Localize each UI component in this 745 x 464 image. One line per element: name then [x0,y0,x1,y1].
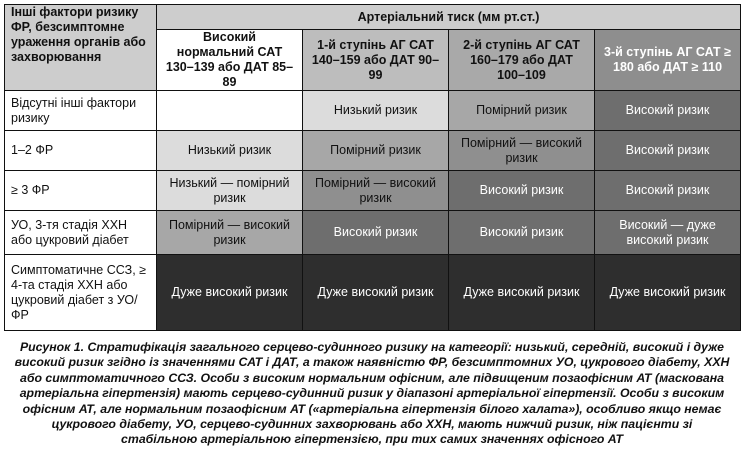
risk-cell: Помірний ризик [449,91,595,131]
bp-header: Артеріальний тиск (мм рт.ст.) [157,5,741,30]
risk-cell: Дуже високий ризик [449,255,595,331]
risk-cell: Високий ризик [595,171,741,211]
table-row [5,255,741,331]
col-header-grade-2: 2-й ступінь АГ САТ 160–179 або ДАТ 100–109 [449,30,595,91]
row-label: ≥ 3 ФР [5,171,157,211]
risk-cell: Високий — дуже високий ризик [595,211,741,255]
risk-cell: Високий ризик [595,131,741,171]
risk-cell: Помірний — високий ризик [157,211,303,255]
risk-cell: Низький ризик [157,131,303,171]
risk-cell: Помірний — високий ризик [449,131,595,171]
risk-cell: Помірний — високий ризик [303,171,449,211]
risk-cell: Низький ризик [303,91,449,131]
risk-cell: Дуже високий ризик [157,255,303,331]
col-header-high-normal: Високий нормальний САТ 130–139 або ДАТ 85–89 [157,30,303,91]
risk-cell: Низький — помірний ризик [157,171,303,211]
col-header-grade-1: 1-й ступінь АГ САТ 140–159 або ДАТ 90–99 [303,30,449,91]
risk-cell: Дуже високий ризик [303,255,449,331]
table-row [5,91,741,131]
table-row [5,211,741,255]
col-header-grade-3: 3-й ступінь АГ САТ ≥ 180 або ДАТ ≥ 110 [595,30,741,91]
figure-caption: Рисунок 1. Стратифікація загального серцево-судинного ризику на категорії: низький, середній, високий і дуже високий ризик згідно із значеннями САТ і ДАТ, а також наявністю ФР, безсимптомних УО, цукрового діабету, ХХН або симптоматичного ССЗ. Особи з високим нормальним офісним, але підвищеним позаофісним АТ (маскована артеріальна гіпертензія) мають серцево-судинний ризик у діапазоні артеріальної гіпертензії. Особи з високим офісним АТ, але нормальним позаофісним АТ («артеріальна гіпертензія білого халата»), особливо якщо немає цукрового діабету, УО, серцево-судинних захворювань або ХХН, мають нижчий ризик, ніж пацієнти зі стабільною артеріальною гіпертензією, при тих самих значеннях офісного АТ [14,340,730,447]
risk-cell [157,91,303,131]
risk-cell: Дуже високий ризик [595,255,741,331]
risk-cell: Високий ризик [595,91,741,131]
corner-header: Інші фактори ризику ФР, безсимптомне ураження органів або захворювання [5,5,157,91]
row-label: Симптоматичне ССЗ, ≥ 4-та стадія ХХН або цукровий діабет з УО/ФР [5,255,157,331]
row-label: 1–2 ФР [5,131,157,171]
table-row [5,171,741,211]
table-row [5,131,741,171]
row-label: Відсутні інші фактори ризику [5,91,157,131]
risk-cell: Високий ризик [449,171,595,211]
risk-stratification-table [4,4,741,331]
risk-cell: Високий ризик [449,211,595,255]
row-label: УО, 3-тя стадія ХХН або цукровий діабет [5,211,157,255]
risk-cell: Високий ризик [303,211,449,255]
risk-cell: Помірний ризик [303,131,449,171]
